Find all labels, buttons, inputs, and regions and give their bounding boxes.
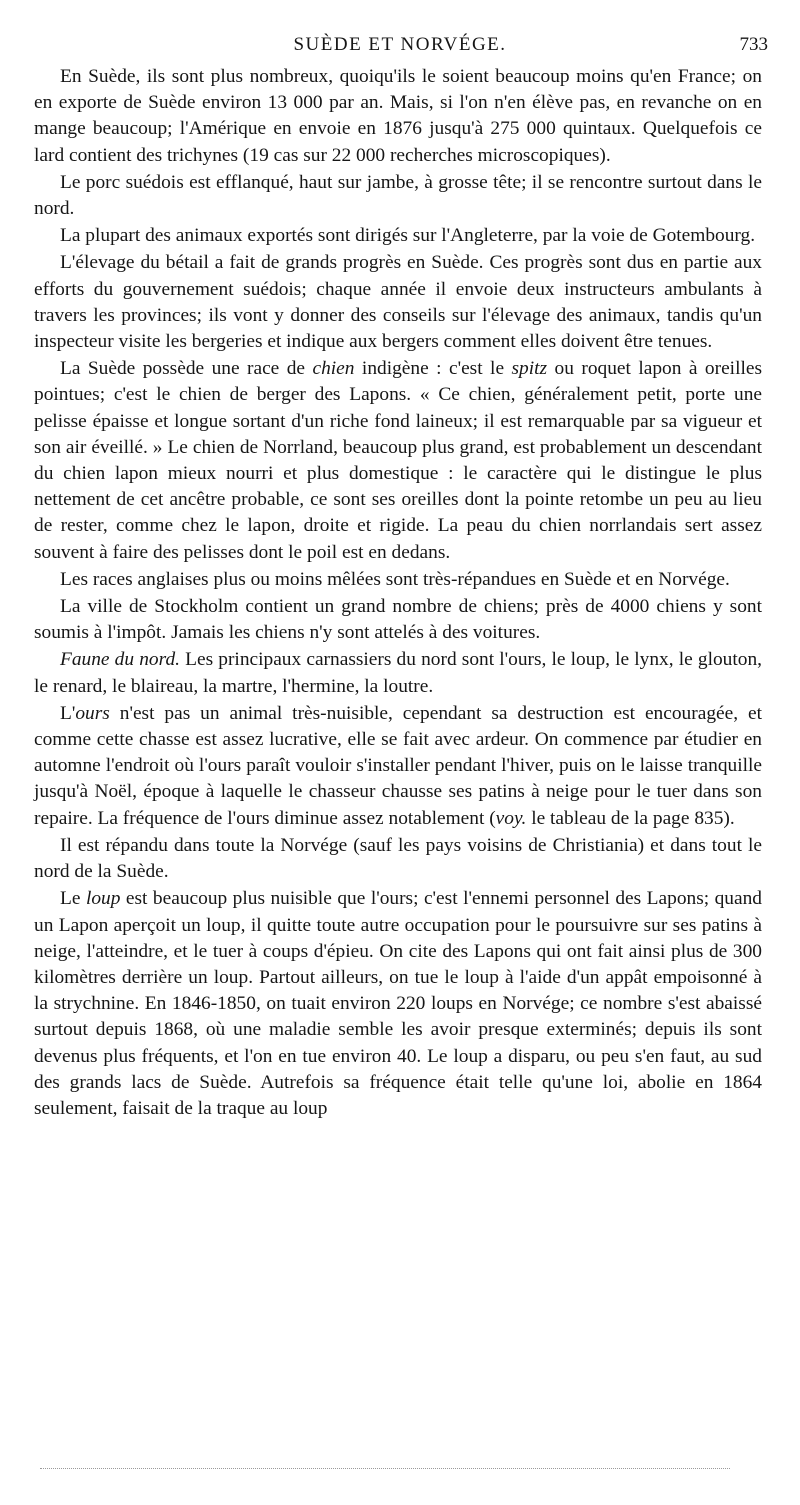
italic-term: spitz [511, 358, 548, 380]
italic-term: loup [85, 888, 121, 910]
text-run: L' [60, 702, 76, 724]
italic-term: Faune du nord. [60, 649, 180, 671]
text-run: Il est répandu dans toute la Norvége (sauf les pays voisins de Christiania) et dans tout le nord de la Suède. [34, 834, 762, 883]
running-header [0, 34, 800, 58]
paragraph [34, 64, 762, 169]
paragraph [34, 647, 762, 699]
paragraph [34, 170, 762, 222]
italic-term: ours [75, 702, 110, 724]
text-run: est beaucoup plus nuisible que l'ours; c'est l'ennemi personnel des Lapons; quand un Lapon aperçoit un loup, il quitte toute autre occupation pour le poursuivre sur ses patins à neige, l'atteindre, et le tuer à coups d'épieu. On cite des Lapons qui ont fait ainsi plus de 300 kilomètres derrière un loup. Partout ailleurs, on tue le loup à l'aide d'un appât empoisonné à la strychnine. En 1846-1850, on tuait environ 220 loups en Norvége; ce nombre s'est abaissé surtout depuis 1868, où une maladie semble les avoir presque exterminés; depuis ils sont devenus plus fréquents, et l'on en tue environ 40. Le loup a disparu, ou peu s'en faut, au sud des grands lacs de Suède. Autrefois sa fréquence était telle qu'une loi, abolie en 1864 seulement, faisait de la traque au loup [34, 888, 762, 1119]
paragraph [34, 567, 762, 593]
paragraph [34, 250, 762, 355]
text-run: Le porc suédois est efflanqué, haut sur jambe, à grosse tête; il se rencontre surtout dans le nord. [34, 171, 762, 220]
text-run: Les principaux carnassiers du nord sont l'ours, le loup, le lynx, le glouton, le renard, le blaireau, la martre, l'hermine, la loutre. [34, 649, 762, 697]
text-run: ou roquet lapon à oreilles pointues; c'est le chien de berger des Lapons. « Ce chien, généralement petit, porte une pelisse épaisse et longue sortant d'un riche fond laineux; il est remarquable par sa vigueur et son air éveillé. » Le chien de Norrland, beaucoup plus grand, est probablement un descendant du chien lapon mieux nourri et plus domestique : le caractère qui le distingue le plus nettement de cet ancêtre probable, ce sont ses oreilles dont la pointe retombe un peu au lieu de rester, comme chez le lapon, droite et rigide. La peau du chien norrlandais sert assez souvent à faire des pelisses dont le poil est en dedans. [34, 358, 762, 563]
text-run: La plupart des animaux exportés sont dirigés sur l'Angleterre, par la voie de Gotembourg. [60, 225, 756, 247]
text-run: La ville de Stockholm contient un grand nombre de chiens; près de 4000 chiens y sont soumis à l'impôt. Jamais les chiens n'y sont attelés à des voitures. [34, 596, 762, 644]
paragraph [34, 594, 762, 646]
paragraph [34, 833, 762, 885]
paragraph [34, 223, 762, 249]
italic-term: voy. [495, 807, 527, 829]
body-text [34, 64, 762, 1123]
text-run: L'élevage du bétail a fait de grands progrès en Suède. Ces progrès sont dus en partie aux efforts du gouvernement suédois; chaque année il envoie deux instructeurs ambulants à travers les provinces; ils vont y donner des conseils sur l'élevage des animaux, tandis qu'un inspecteur visite les bergeries et indique aux bergers comment elles doivent être tenues. [34, 252, 762, 353]
text-run: En Suède, ils sont plus nombreux, quoiqu'ils le soient beaucoup moins qu'en France; on en exporte de Suède environ 13 000 par an. Mais, si l'on n'en élève pas, en revanche on en mange beaucoup; l'Amérique en envoie en 1876 jusqu'à 275 000 quintaux. Quelquefois ce lard contient des trichynes (19 cas sur 22 000 recherches microscopiques). [34, 66, 762, 166]
paragraph [34, 886, 762, 1122]
running-title: SUÈDE ET NORVÉGE. [293, 34, 507, 55]
text-run: le tableau de la page 835). [526, 807, 735, 829]
page-number: 733 [739, 34, 768, 55]
text-run: La Suède possède une race de [60, 358, 313, 380]
text-run: indigène : c'est le [354, 358, 512, 380]
text-run: Les races anglaises plus ou moins mêlées sont très-répandues en Suède et en Norvége. [60, 568, 730, 590]
text-run: Le [60, 888, 86, 910]
italic-term: chien [312, 358, 355, 380]
text-run: n'est pas un animal très-nuisible, cependant sa destruction est encouragée, et comme cette chasse est assez lucrative, elle se fait avec ardeur. On commence par étudier en automne l'endroit où l'ours paraît vouloir s'installer pendant l'hiver, puis on le laisse tranquille jusqu'à Noël, époque à laquelle le chasseur chausse ses patins à neige pour le tuer dans son repaire. La fréquence de l'ours diminue assez notablement ( [34, 702, 762, 829]
footer-dotted-rule [40, 1468, 730, 1469]
paragraph [34, 356, 762, 566]
paragraph [34, 701, 762, 832]
